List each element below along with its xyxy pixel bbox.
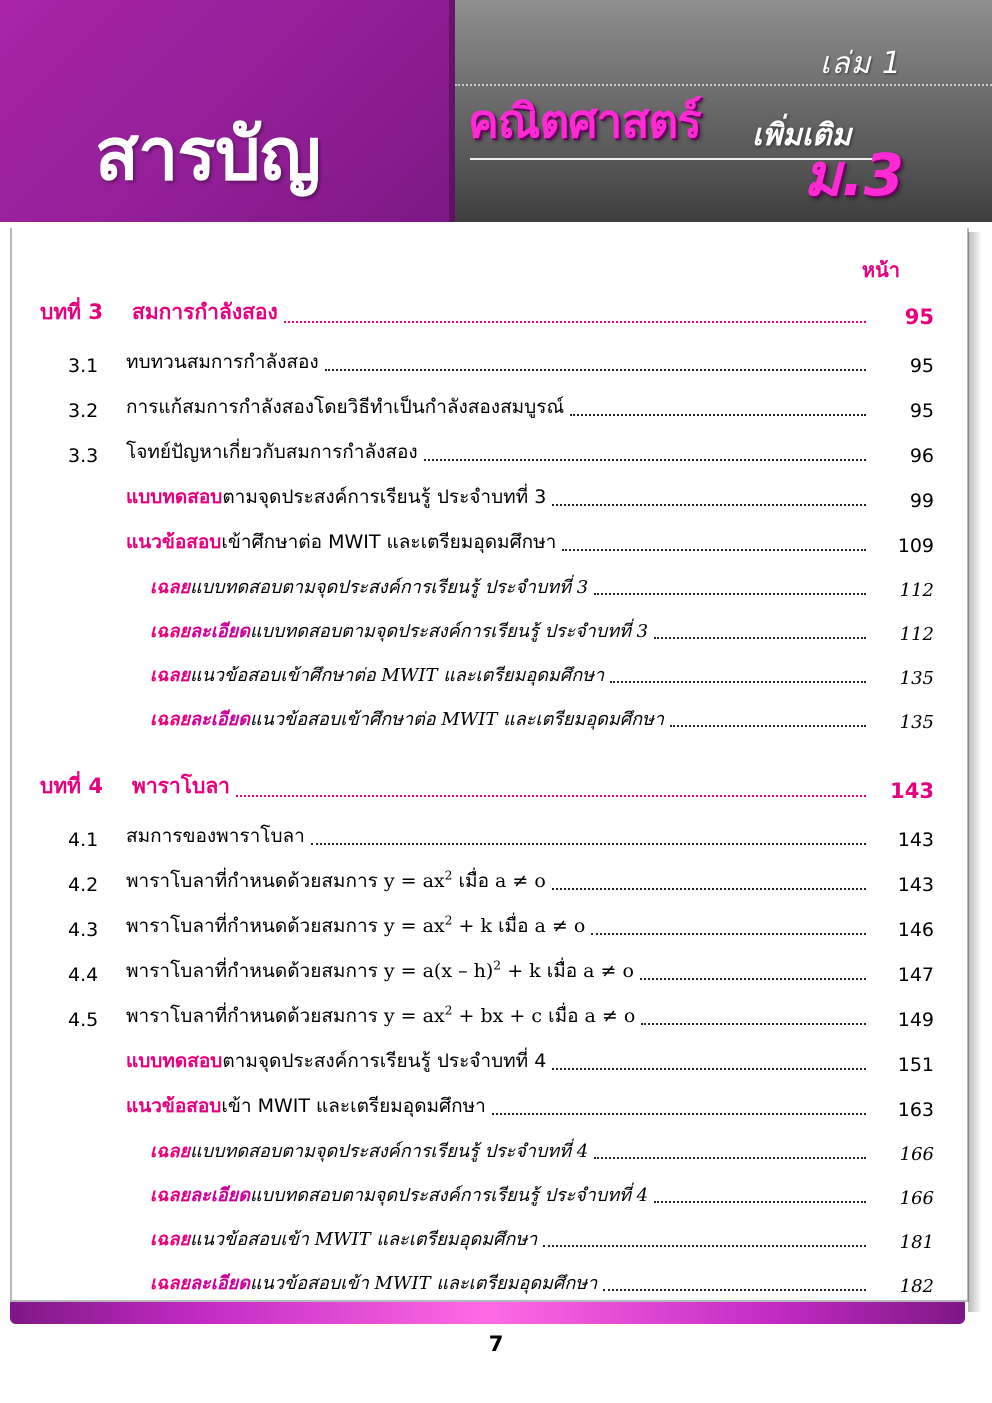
toc-row[interactable] [40, 1091, 934, 1121]
toc-row-page: 143 [890, 779, 934, 803]
toc-row-text: ตามจุดประสงค์การเรียนรู้ ประจำบทที่ 4 [222, 1050, 547, 1072]
toc-leader-dots [654, 1200, 866, 1203]
toc-row-keyword-secondary: ละเอียด [190, 1273, 250, 1294]
toc-leader-dots [594, 592, 866, 595]
toc-row-page: 95 [904, 305, 934, 329]
toc-leader-dots [640, 977, 866, 980]
toc-row-page: 166 [899, 1144, 934, 1165]
toc-row-keyword: แนวข้อสอบ [126, 531, 222, 553]
toc-row-keyword: แนวข้อสอบ [126, 1095, 222, 1117]
toc-row[interactable] [40, 866, 934, 896]
toc-row[interactable] [40, 1001, 934, 1031]
toc-leader-dots [543, 1244, 866, 1247]
toc-row-page: 166 [899, 1188, 934, 1209]
toc-row[interactable] [40, 527, 934, 557]
toc-row-label: พาราโบลา [132, 774, 230, 798]
toc-row[interactable] [40, 437, 934, 467]
toc-row-page: 99 [909, 490, 934, 512]
toc-leader-dots [552, 887, 866, 890]
toc-leader-dots [325, 368, 866, 371]
toc-content [12, 232, 962, 1312]
toc-row[interactable] [40, 770, 934, 803]
toc-row[interactable] [40, 704, 934, 733]
toc-row[interactable] [40, 616, 934, 645]
toc-row-keyword-secondary: ละเอียด [190, 709, 250, 730]
toc-row-label: การแก้สมการกำลังสองโดยวิธีทำเป็นกำลังสองสมบูรณ์ [126, 396, 565, 418]
footer-bar [10, 1302, 965, 1324]
toc-row[interactable] [40, 572, 934, 601]
toc-leader-dots [284, 320, 866, 323]
toc-leader-dots [570, 413, 866, 416]
toc-row-number: 3.3 [68, 445, 99, 467]
toc-row[interactable] [40, 482, 934, 512]
toc-leader-dots [311, 842, 866, 845]
toc-row-keyword: เฉลย [150, 577, 190, 598]
toc-row-page: 146 [897, 919, 934, 941]
frame-shadow [968, 232, 982, 1312]
toc-leader-dots [492, 1112, 866, 1115]
toc-row[interactable] [40, 1224, 934, 1253]
toc-row-page: 147 [897, 964, 934, 986]
header-dotted-rule [455, 84, 992, 86]
toc-row-page: 112 [899, 624, 934, 645]
toc-row-page: 181 [899, 1232, 934, 1253]
toc-leader-dots [552, 1067, 866, 1070]
toc-row-page: 135 [899, 668, 934, 689]
toc-row[interactable] [40, 347, 934, 377]
toc-row-keyword: เฉลย [150, 1141, 190, 1162]
toc-leader-dots [552, 503, 866, 506]
toc-row[interactable] [40, 956, 934, 986]
toc-row-label [150, 1136, 588, 1165]
toc-row-page: 163 [897, 1099, 934, 1121]
toc-row-label: สมการกำลังสอง [132, 300, 278, 324]
toc-row-keyword: เฉลย [150, 621, 190, 642]
toc-row-label: โจทย์ปัญหาเกี่ยวกับสมการกำลังสอง [126, 441, 418, 463]
toc-row-text: แนวข้อสอบเข้า MWIT และเตรียมอุดมศึกษา [249, 1273, 598, 1294]
toc-leader-dots [670, 724, 866, 727]
toc-leader-dots [654, 636, 866, 639]
toc-row-number: 4.5 [68, 1009, 99, 1031]
toc-row-label [126, 527, 556, 557]
toc-row-number: 4.4 [68, 964, 99, 986]
toc-leader-dots [594, 1156, 866, 1159]
toc-row-page: 109 [897, 535, 934, 557]
toc-row-text: ตามจุดประสงค์การเรียนรู้ ประจำบทที่ 3 [222, 486, 547, 508]
toc-row-text: แนวข้อสอบเข้า MWIT และเตรียมอุดมศึกษา [190, 1229, 538, 1250]
toc-row-keyword: เฉลย [150, 1185, 190, 1206]
toc-row-keyword-secondary: ละเอียด [190, 621, 250, 642]
toc-leader-dots [610, 680, 866, 683]
toc-row[interactable] [40, 392, 934, 422]
toc-row-label [150, 1268, 597, 1297]
toc-leader-dots [562, 548, 866, 551]
toc-row-label [126, 1091, 486, 1121]
toc-row-label [150, 616, 648, 645]
toc-row-text: แนวข้อสอบเข้าศึกษาต่อ MWIT และเตรียมอุดมศึกษา [249, 709, 664, 730]
toc-row[interactable] [40, 821, 934, 851]
subject-subtitle: เพิ่มเติม [752, 118, 852, 153]
toc-list [12, 296, 962, 1297]
toc-row-number: บทที่ 4 [40, 774, 103, 798]
toc-row-keyword: เฉลย [150, 665, 190, 686]
toc-row-page: 135 [899, 712, 934, 733]
page-title: สารบัญ [95, 112, 321, 196]
toc-row[interactable] [40, 1136, 934, 1165]
toc-row-number: 4.3 [68, 919, 99, 941]
toc-row-keyword-secondary: ละเอียด [190, 1185, 250, 1206]
toc-row-page: 149 [897, 1009, 934, 1031]
toc-row-text: แนวข้อสอบเข้าศึกษาต่อ MWIT และเตรียมอุดมศึกษา [190, 665, 605, 686]
toc-row-label [150, 1224, 537, 1253]
toc-row-label: พาราโบลาที่กำหนดด้วยสมการ $y = ax^2$ + bx + c เมื่อ a ≠ o [126, 1003, 636, 1027]
volume-label: เล่ม 1 [819, 46, 902, 81]
toc-row-keyword: เฉลย [150, 709, 190, 730]
toc-row-number: 4.2 [68, 874, 99, 896]
toc-row-page: 95 [909, 355, 934, 377]
toc-row-label [150, 704, 664, 733]
toc-leader-dots [641, 1022, 866, 1025]
toc-row[interactable] [40, 1046, 934, 1076]
toc-spacer [40, 748, 934, 764]
toc-row-label: พาราโบลาที่กำหนดด้วยสมการ y = a(x – h)$^2$ + k เมื่อ a ≠ o [126, 958, 634, 982]
toc-row[interactable] [40, 911, 934, 941]
toc-row[interactable] [40, 660, 934, 689]
toc-row-keyword: เฉลย [150, 1273, 190, 1294]
toc-row-page: 96 [909, 445, 934, 467]
toc-row-keyword: แบบทดสอบ [126, 1050, 223, 1072]
toc-row-label: พาราโบลาที่กำหนดด้วยสมการ $y = ax^2$ เมื่อ a ≠ o [126, 868, 546, 892]
toc-row-label: ทบทวนสมการกำลังสอง [126, 351, 319, 373]
toc-row-text: เข้า MWIT และเตรียมอุดมศึกษา [221, 1095, 486, 1117]
toc-row-keyword: เฉลย [150, 1229, 190, 1250]
toc-row-label [150, 660, 604, 689]
toc-row-label: สมการของพาราโบลา [126, 825, 305, 847]
toc-leader-dots [236, 794, 866, 797]
page-column-header: หน้า [861, 258, 900, 282]
toc-row-page: 143 [897, 829, 934, 851]
toc-row-label [126, 1046, 546, 1076]
toc-row-text: แบบทดสอบตามจุดประสงค์การเรียนรู้ ประจำบทที่ 4 [190, 1141, 589, 1162]
toc-row-label [126, 482, 546, 512]
toc-row-page: 182 [899, 1276, 934, 1297]
toc-row-keyword: แบบทดสอบ [126, 486, 223, 508]
grade-label: ม.3 [803, 141, 904, 209]
toc-row-number: 3.2 [68, 400, 99, 422]
toc-row-page: 95 [909, 400, 934, 422]
toc-row-label [150, 1180, 648, 1209]
toc-leader-dots [591, 932, 866, 935]
page-header [0, 0, 992, 222]
toc-leader-dots [603, 1288, 866, 1291]
subject-title: คณิตศาสตร์ [468, 94, 702, 148]
toc-row-page: 151 [897, 1054, 934, 1076]
toc-row[interactable] [40, 296, 934, 329]
toc-row-text: เข้าศึกษาต่อ MWIT และเตรียมอุดมศึกษา [221, 531, 557, 553]
toc-row[interactable] [40, 1180, 934, 1209]
page-number: 7 [488, 1332, 504, 1356]
toc-row-number: 4.1 [68, 829, 99, 851]
toc-row-text: แบบทดสอบตามจุดประสงค์การเรียนรู้ ประจำบทที่ 4 [249, 1185, 649, 1206]
toc-row-label: พาราโบลาที่กำหนดด้วยสมการ $y = ax^2 + k$ เมื่อ a ≠ o [126, 913, 586, 937]
toc-row-page: 112 [899, 580, 934, 601]
toc-row-text: แบบทดสอบตามจุดประสงค์การเรียนรู้ ประจำบทที่ 3 [249, 621, 649, 642]
toc-row-label [150, 572, 588, 601]
toc-row-text: แบบทดสอบตามจุดประสงค์การเรียนรู้ ประจำบทที่ 3 [190, 577, 589, 598]
toc-row[interactable] [40, 1268, 934, 1297]
toc-row-number: บทที่ 3 [40, 300, 103, 324]
toc-row-page: 143 [897, 874, 934, 896]
toc-leader-dots [424, 458, 866, 461]
toc-row-number: 3.1 [68, 355, 99, 377]
